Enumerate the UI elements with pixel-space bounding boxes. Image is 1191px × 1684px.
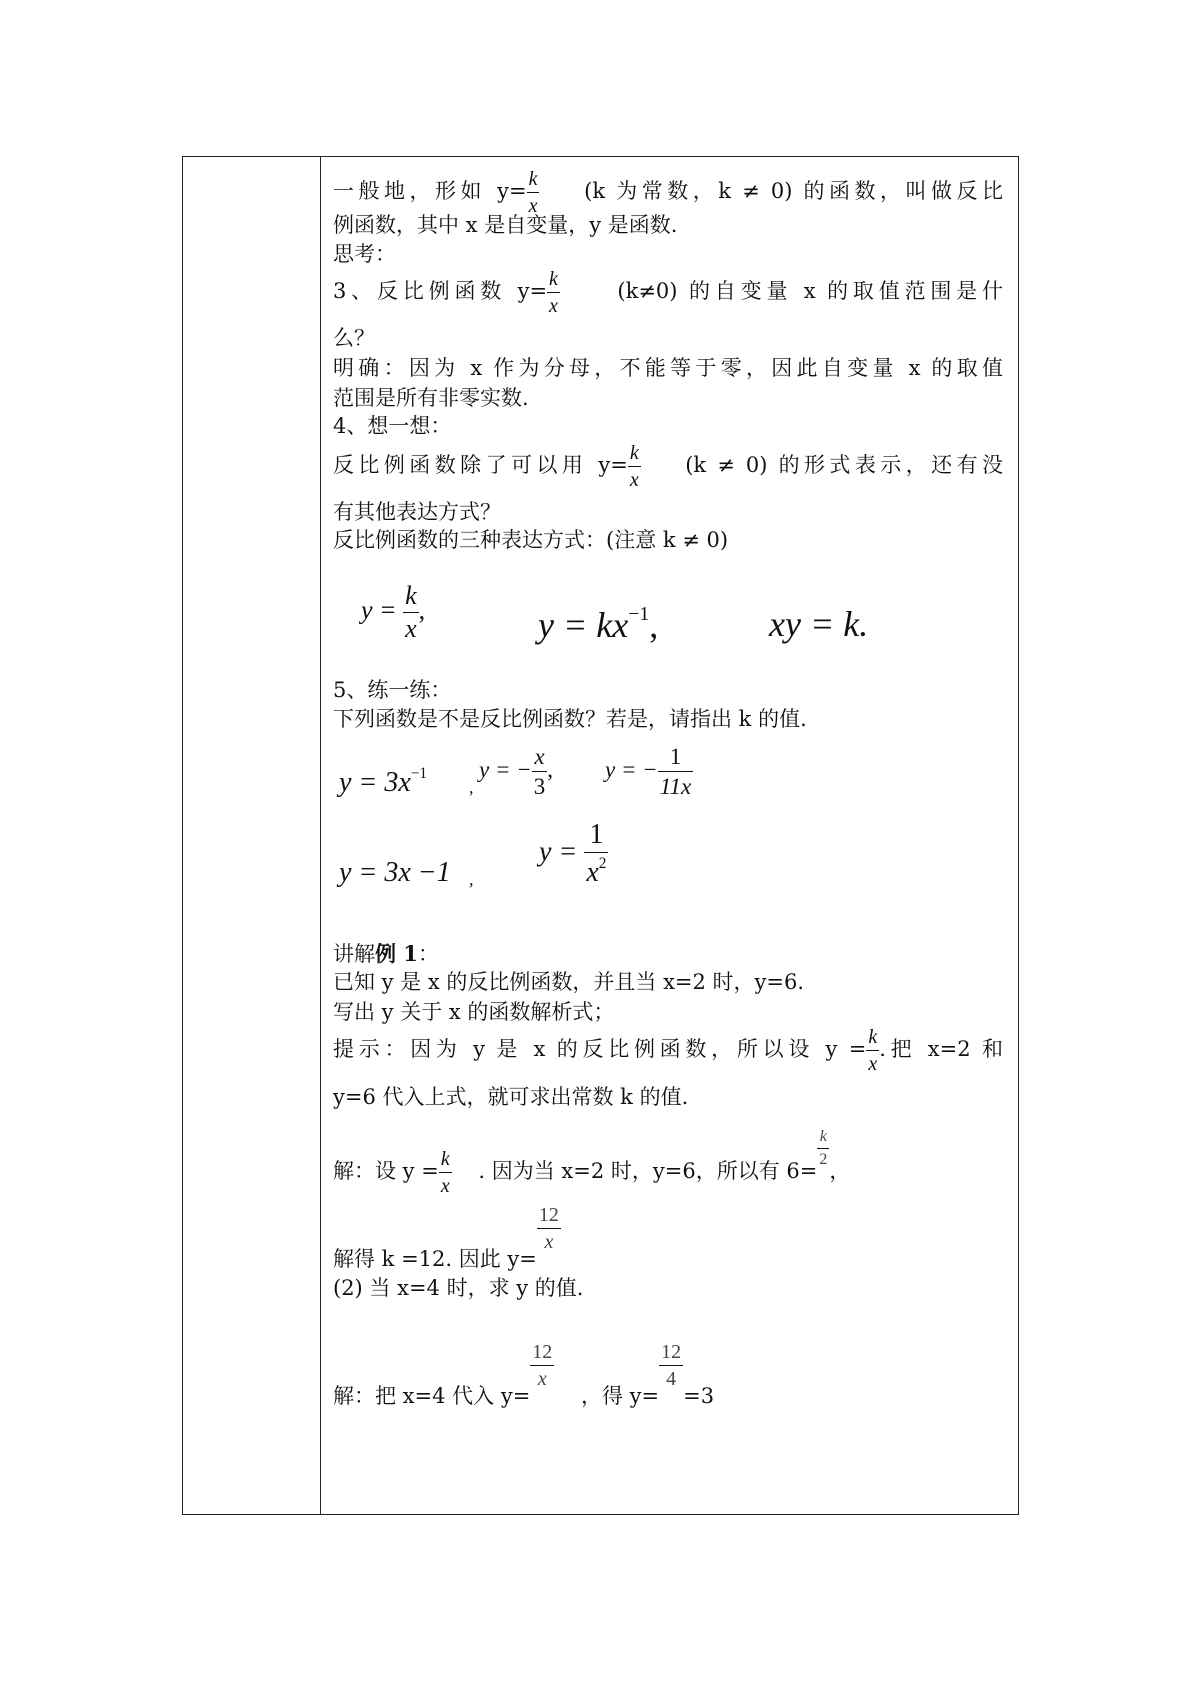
- think-label: 思考：: [333, 242, 396, 266]
- three-forms-label: 反比例函数的三种表达方式：(注意 k ≠ 0): [333, 528, 729, 552]
- question-3-text-b: (k≠0) 的自变量 x 的取值范围是什: [617, 279, 1003, 303]
- hint-line-1: 提示：因为 y 是 x 的反比例函数，所以设 y = $\frac{k}{x}$ .把 x=2 和: [333, 1026, 1004, 1075]
- clarify-line-2: 范围是所有非零实数.: [333, 386, 529, 410]
- question-3-text-a: 3、反比例函数 y=: [333, 279, 548, 303]
- exercise-d: y = 3x −1: [339, 857, 451, 888]
- exercise-a: $y = 3x^{-1}$: [339, 765, 428, 799]
- part-2-solution: 解：把 x=4 代入 y= $\frac{12}{x}$ ，得 y= $\frac{12}{4}$ =3: [333, 1341, 715, 1408]
- question-4-text-b: (k ≠ 0) 的形式表示，还有没: [685, 453, 1004, 477]
- fraction-k-over-x: $\frac{k}{x}$: [440, 1148, 450, 1197]
- question-5-label: 5、练一练：: [333, 678, 452, 702]
- question-5-text: 下列函数是不是反比例函数？若是，请指出 k 的值.: [333, 707, 807, 731]
- lesson-table: [182, 156, 1019, 1515]
- fraction-x-over-3: $\frac{x}{3}$: [533, 744, 546, 799]
- fraction-1-over-x-squared: $\frac{1}{x^2}$: [586, 819, 607, 889]
- left-column-cell: [183, 157, 321, 1514]
- comma-d: ,: [469, 869, 474, 889]
- question-4-text-a: 反比例函数除了可以用 y=: [333, 453, 628, 477]
- exercise-e: y = $\frac{1}{x^2}$: [539, 819, 607, 889]
- example-task: 写出 y 关于 x 的函数解析式；: [333, 1000, 615, 1024]
- example-given: 已知 y 是 x 的反比例函数，并且当 x=2 时，y=6.: [333, 970, 805, 994]
- definition-line-2: 例函数，其中 x 是自变量，y 是函数.: [333, 213, 678, 237]
- fraction-12-over-x: $\frac{12}{x}$: [532, 1341, 553, 1390]
- exercise-c: y = − $\frac{1}{11x}$: [605, 744, 692, 799]
- formula-form-1: y = $\frac{k}{x}$ ,: [361, 581, 426, 643]
- comma-a: ,: [469, 777, 474, 797]
- formula-form-2: $y = kx^{-1}$,: [538, 603, 659, 645]
- fraction-1-over-11x: $\frac{1}{11x}$: [659, 744, 692, 799]
- part-2-question: (2) 当 x=4 时，求 y 的值.: [333, 1276, 584, 1300]
- fraction-k-over-x: $\frac{k}{x}$: [405, 581, 417, 643]
- hint-line-2: y=6 代入上式，就可求出常数 k 的值.: [333, 1085, 689, 1109]
- solution-line: 解：设 y = $\frac{k}{x}$ . 因为当 x=2 时，y=6，所以有 6= $\frac{k}{2}$ ，: [333, 1128, 851, 1197]
- solved-k-line: 解得 k =12. 因此 y= $\frac{12}{x}$: [333, 1204, 559, 1271]
- question-4-line-1: [333, 443, 1003, 490]
- formula-form-3: xy = k.: [769, 604, 869, 644]
- definition-text-b: (k 为常数，k ≠ 0) 的函数，叫做反比: [584, 179, 1003, 203]
- definition-line-1: [333, 169, 1003, 216]
- fraction-k-over-x: $\frac{k}{x}$: [629, 442, 639, 491]
- question-4-label: 4、想一想：: [333, 414, 452, 438]
- question-3-line-1: [333, 269, 1003, 316]
- clarify-line-1: 明确：因为 x 作为分母，不能等于零，因此自变量 x 的取值: [333, 356, 1003, 380]
- exercise-b: y = − $\frac{x}{3}$ ,: [479, 744, 553, 799]
- example-title: 讲解例 1：: [333, 941, 439, 966]
- fraction-k-over-x: $\frac{k}{x}$: [528, 168, 538, 217]
- fraction-k-over-2: $\frac{k}{2}$: [819, 1128, 828, 1168]
- fraction-k-over-x: $\frac{k}{x}$: [549, 268, 558, 317]
- fraction-12-over-4: $\frac{12}{4}$: [661, 1341, 682, 1390]
- fraction-k-over-x: $\frac{k}{x}$: [868, 1026, 878, 1075]
- fraction-12-over-x: $\frac{12}{x}$: [538, 1204, 559, 1253]
- question-4-line-2: 有其他表达方式？: [333, 500, 501, 524]
- content-cell: [333, 157, 1003, 1514]
- definition-text-a: 一般地，形如 y=: [333, 179, 527, 203]
- question-3-line-2: 么？: [333, 326, 375, 350]
